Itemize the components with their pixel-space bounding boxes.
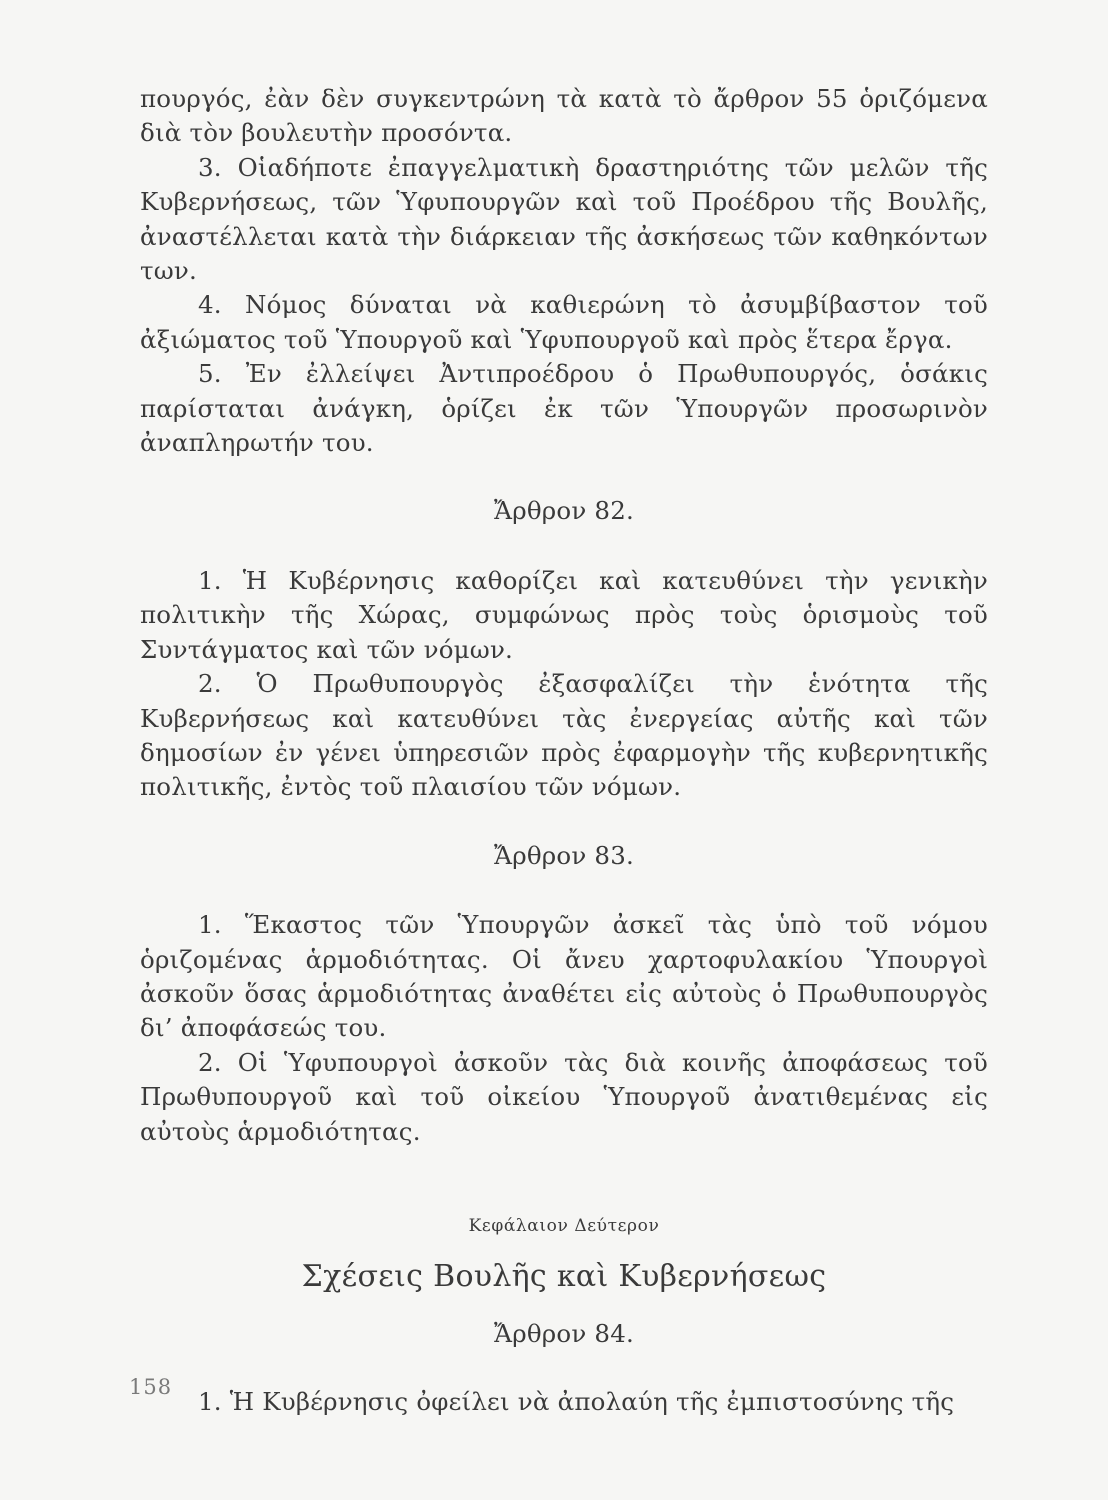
article-83-heading: Ἄρθρον 83. bbox=[494, 840, 634, 870]
page-number: 158 bbox=[129, 1375, 173, 1399]
article-84-heading: Ἄρθρον 84. bbox=[494, 1318, 634, 1348]
page-text bbox=[140, 82, 988, 1420]
article-82-paragraph-1: 1. Ἡ Κυβέρνησις καθορίζει καὶ κατευθύνει τὴν γενικὴν πολιτικὴν τῆς Χώρας, συμφώνως πρὸς τοὺς ὁρισμοὺς τοῦ Συντάγματος καὶ τῶν νόμων. bbox=[140, 565, 988, 664]
article-83-paragraph-1: 1. Ἕκαστος τῶν Ὑπουργῶν ἀσκεῖ τὰς ὑπὸ τοῦ νόμου ὁριζομένας ἁρμοδιότητας. Οἱ ἄνευ χαρτοφυλακίου Ὑπουργοὶ ἀσκοῦν ὅσας ἁρμοδιότητας ἀναθέτει εἰς αὐτοὺς ὁ Πρωθυπουργὸς δι’ ἀποφάσεώς του. bbox=[140, 910, 988, 1043]
paragraph-3: 3. Οἱαδήποτε ἐπαγγελματικὴ δραστηριότης τῶν μελῶν τῆς Κυβερνήσεως, τῶν Ὑφυπουργῶν καὶ τοῦ Προέδρου τῆς Βουλῆς, ἀναστέλλεται κατὰ τὴν διάρκειαν τῆς ἀσκήσεως τῶν καθηκόντων των. bbox=[140, 152, 988, 286]
chapter-label: Κεφάλαιον Δεύτερον bbox=[468, 1215, 660, 1236]
article-82-heading: Ἄρθρον 82. bbox=[494, 496, 634, 526]
article-83-paragraph-2: 2. Οἱ Ὑφυπουργοὶ ἀσκοῦν τὰς διὰ κοινῆς ἀποφάσεως τοῦ Πρωθυπουργοῦ καὶ τοῦ οἰκείου Ὑπουργοῦ ἀνατιθεμένας εἰς αὐτοὺς ἁρμοδιότητας. bbox=[140, 1047, 988, 1146]
section-title: Σχέσεις Βουλῆς καὶ Κυβερνήσεως bbox=[301, 1258, 827, 1294]
paragraph-4: 4. Νόμος δύναται νὰ καθιερώνη τὸ ἀσυμβίβαστον τοῦ ἀξιώματος τοῦ Ὑπουργοῦ καὶ Ὑφυπουργοῦ καὶ πρὸς ἕτερα ἔργα. bbox=[140, 290, 988, 354]
article-84-paragraph-1: 1. Ἡ Κυβέρνησις ὀφείλει νὰ ἀπολαύη τῆς ἐμπιστοσύνης τῆς bbox=[198, 1387, 955, 1417]
paragraph-5: 5. Ἐν ἐλλείψει Ἀντιπροέδρου ὁ Πρωθυπουργός, ὁσάκις παρίσταται ἀνάγκη, ὁρίζει ἐκ τῶν Ὑπουργῶν προσωρινὸν ἀναπληρωτήν του. bbox=[140, 359, 988, 458]
continued-paragraph: πουργός, ἐὰν δὲν συγκεντρώνη τὰ κατὰ τὸ ἄρθρον 55 ὁριζόμενα διὰ τὸν βουλευτὴν προσόντα. bbox=[140, 84, 988, 148]
article-82-paragraph-2: 2. Ὁ Πρωθυπουργὸς ἐξασφαλίζει τὴν ἑνότητα τῆς Κυβερνήσεως καὶ κατευθύνει τὰς ἐνεργείας αὐτῆς καὶ τῶν δημοσίων ἐν γένει ὑπηρεσιῶν πρὸς ἐφαρμογὴν τῆς κυβερνητικῆς πολιτικῆς, ἐντὸς τοῦ πλαισίου τῶν νόμων. bbox=[140, 669, 988, 802]
